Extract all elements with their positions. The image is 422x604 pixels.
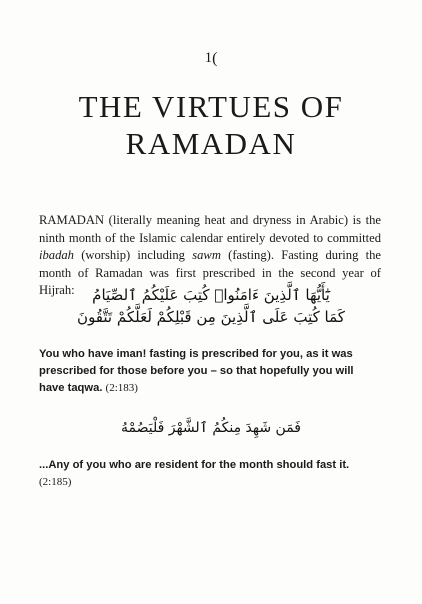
chapter-title-line2: RAMADAN [125,126,297,161]
intro-term-sawm: sawm [192,248,221,262]
arabic-verse-1-line-1: يَٰٓأَيُّهَا ٱلَّذِينَ ءَامَنُوا۟ كُتِبَ عَلَيْكُمُ ٱلصِّيَامُ [92,286,330,304]
crescent-ornament-icon: ( [212,50,218,67]
intro-text-2: (worship) including [73,248,193,262]
chapter-number-value: 1 [204,50,213,66]
intro-term-ibadah: ibadah [39,248,74,262]
intro-lead-word: RAMADAN [39,213,105,227]
verse-2-reference: (2:185) [39,476,72,488]
chapter-title-line1: THE VIRTUES OF [78,89,344,124]
arabic-verse-1 [0,284,422,328]
intro-text-1: (literally meaning heat and dryness in Arabic) is the ninth month of the Islamic calendar entirely devoted to committed [39,213,381,245]
verse-1-translation-text: You who have iman! fasting is prescribed for you, as it was prescribed for those before you – so that hopefully you will have taqwa. [39,348,354,394]
verse-1-reference: (2:183) [105,382,138,394]
verse-1-translation [39,346,381,397]
chapter-number [0,50,422,68]
chapter-title [20,88,402,162]
verse-2-translation-text: ...Any of you who are resident for the month should fast it. [39,459,350,471]
arabic-verse-2 [0,418,422,438]
intro-text-3: (fasting). Fasting during the month of Ramadan was first prescribed in the second year of Hijrah: [39,248,382,297]
arabic-verse-2-line: فَمَن شَهِدَ مِنكُمُ ٱلشَّهْرَ فَلْيَصُمْهُ [121,420,301,436]
arabic-verse-1-line-2: كَمَا كُتِبَ عَلَى ٱلَّذِينَ مِن قَبْلِكُمْ لَعَلَّكُمْ تَتَّقُونَ [77,308,345,326]
verse-2-translation [39,457,381,491]
